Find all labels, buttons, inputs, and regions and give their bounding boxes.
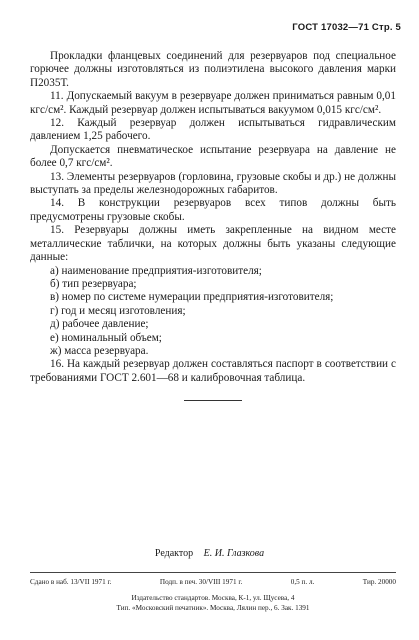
editor-line (0, 548, 419, 559)
paragraph-16: 16. На каждый резервуар должен составляться паспорт в соответствии с требованиями ГОСТ 2.601—68 и калибровочная таблица. (30, 358, 396, 384)
paragraph-15: 15. Резервуары должны иметь закрепленные на видном месте металлические таблички, на которых должны быть указаны следующие данные: (30, 224, 396, 264)
publisher-line-1: Издательство стандартов. Москва, К-1, ул. Щусева, 4 (131, 594, 295, 602)
imprint-sent: Сдано в наб. 13/VII 1971 г. (30, 578, 112, 586)
list-item-e: е) номинальный объем; (50, 331, 162, 344)
list-item-a: а) наименование предприятия-изготовителя; (50, 264, 262, 277)
paragraph-gaskets: Прокладки фланцевых соединений для резервуаров под специальное горючее должны изготовляться из полиэтилена высокого давления марки П2035Т. (30, 50, 396, 89)
editor-label: Редактор (154, 548, 194, 559)
editor-name: Е. И. Глазкова (203, 548, 265, 559)
paragraph-11: 11. Допускаемый вакуум в резервуаре должен приниматься равным 0,01 кгс/см². Каждый резервуар должен испытываться вакуумом 0,015 кгс/см². (30, 90, 396, 116)
paragraph-14: 14. В конструкции резервуаров всех типов должны быть предусмотрены грузовые скобы. (30, 197, 396, 223)
imprint-row (30, 577, 396, 587)
imprint-signed: Подп. в печ. 30/VIII 1971 г. (159, 578, 243, 586)
paragraph-pneumatic: Допускается пневматическое испытание резервуара на давление не более 0,7 кгс/см². (30, 143, 396, 170)
list-item-g: г) год и месяц изготовления; (50, 304, 186, 317)
list-item-zh: ж) масса резервуара. (50, 344, 149, 357)
list-item-d: д) рабочее давление; (50, 318, 149, 331)
list-item-v: в) номер по системе нумерации предприятия-изготовителя; (50, 291, 334, 304)
paragraph-13: 13. Элементы резервуаров (горловина, грузовые скобы и др.) не должны выступать за пределы железнодорожных габаритов. (30, 170, 396, 197)
publisher-info (30, 593, 396, 613)
end-rule (184, 400, 242, 401)
publisher-line-2: Тип. «Московский печатник». Москва, Лялин пер., 6. Зак. 1391 (116, 604, 310, 612)
imprint-block (30, 572, 396, 613)
paragraph-12: 12. Каждый резервуар должен испытываться гидравлическим давлением 1,25 рабочего. (30, 117, 396, 143)
list-item-b: б) тип резервуара; (50, 277, 137, 290)
imprint-run: Тир. 20000 (362, 578, 396, 586)
imprint-sheets: 0,5 п. л. (290, 578, 315, 586)
document-body (30, 50, 396, 385)
page-header: ГОСТ 17032—71 Стр. 5 (292, 22, 401, 33)
